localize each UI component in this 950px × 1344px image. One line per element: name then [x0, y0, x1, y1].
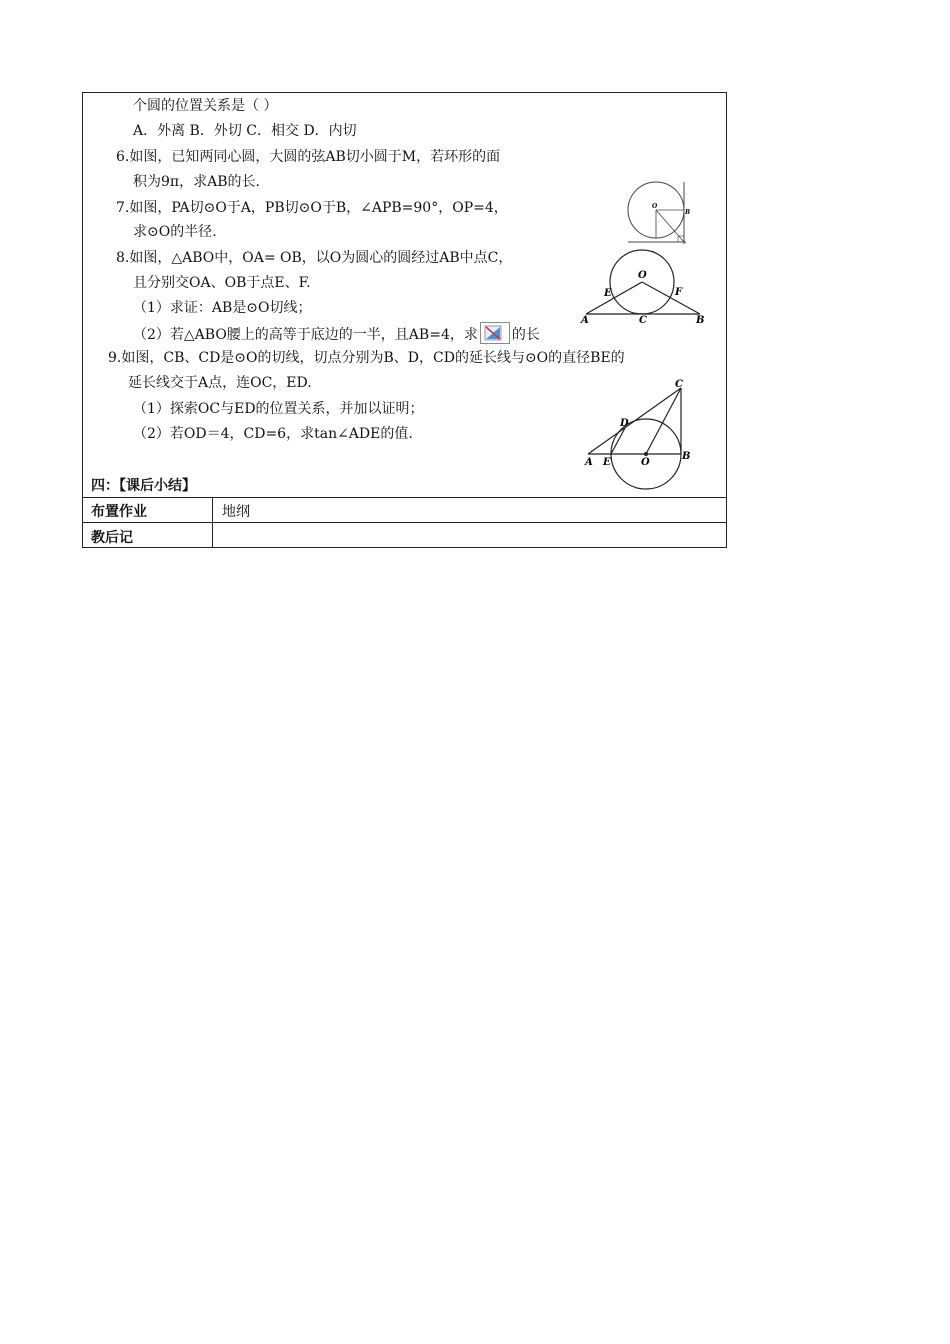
fig8-label-b: B [696, 315, 705, 325]
q6-text-cont: 积为9π，求AB的长. [133, 174, 260, 190]
q5-continuation: 个圆的位置关系是（ ） [133, 98, 278, 114]
figure-q8 [578, 243, 710, 325]
fig8-label-f: F [675, 287, 683, 298]
fig9-label-d: D [620, 418, 629, 429]
teaching-notes-label: 教后记 [91, 530, 133, 546]
q9-part1: （1）探索OC与ED的位置关系，并加以证明； [133, 401, 424, 417]
q6-text: 6.如图，已知两同心圆，大圆的弦AB切小圆于M，若环形的面 [116, 149, 501, 165]
fig7-label-o: O [652, 203, 658, 210]
fig9-label-c: C [675, 379, 683, 390]
fig9-label-a: A [585, 457, 593, 468]
q7-text-cont: 求⊙O的半径. [133, 224, 217, 240]
fig8-label-c: C [639, 315, 647, 325]
homework-value: 地纲 [222, 504, 250, 520]
fig7-label-b: B [685, 209, 691, 216]
table-divider [82, 497, 727, 498]
table-column-divider [212, 497, 213, 548]
broken-image-icon [480, 322, 510, 344]
fig8-label-e: E [604, 288, 612, 299]
q8-text: 8.如图，△ABO中，OA= OB，以O为圆心的圆经过AB中点C， [116, 250, 513, 266]
homework-label: 布置作业 [91, 504, 147, 520]
summary-heading: 四：【课后小结】 [91, 478, 196, 494]
q9-text: 9.如图，CB、CD是⊙O的切线，切点分别为B、D，CD的延长线与⊙O的直径BE的 [108, 350, 625, 366]
q8-text-cont: 且分别交OA、OB于点E、F. [133, 275, 311, 291]
q8-part2-tail: 的长 [511, 327, 540, 343]
q9-text-cont: 延长线交于A点，连OC，ED. [128, 375, 312, 391]
q8-part2-text: （2）若△ABO腰上的高等于底边的一半，且AB=4，求 [133, 327, 478, 343]
fig9-label-e: E [603, 457, 611, 468]
q9-part2: （2）若OD＝4，CD=6，求tan∠ADE的值. [133, 426, 413, 442]
q7-text: 7.如图，PA切⊙O于A，PB切⊙O于B，∠APB=90°，OP=4， [116, 200, 508, 216]
fig8-label-a: A [581, 315, 589, 325]
fig9-label-b: B [682, 451, 691, 462]
table-divider [82, 522, 727, 523]
q8-part2 [133, 324, 540, 346]
figure-q7 [622, 180, 692, 246]
fig9-label-o: O [641, 457, 650, 468]
figure-q9 [582, 378, 700, 494]
q5-options: A．外离 B．外切 C．相交 D．内切 [133, 123, 357, 139]
fig8-label-o: O [638, 270, 647, 281]
q8-part1: （1）求证：AB是⊙O切线； [133, 300, 312, 316]
